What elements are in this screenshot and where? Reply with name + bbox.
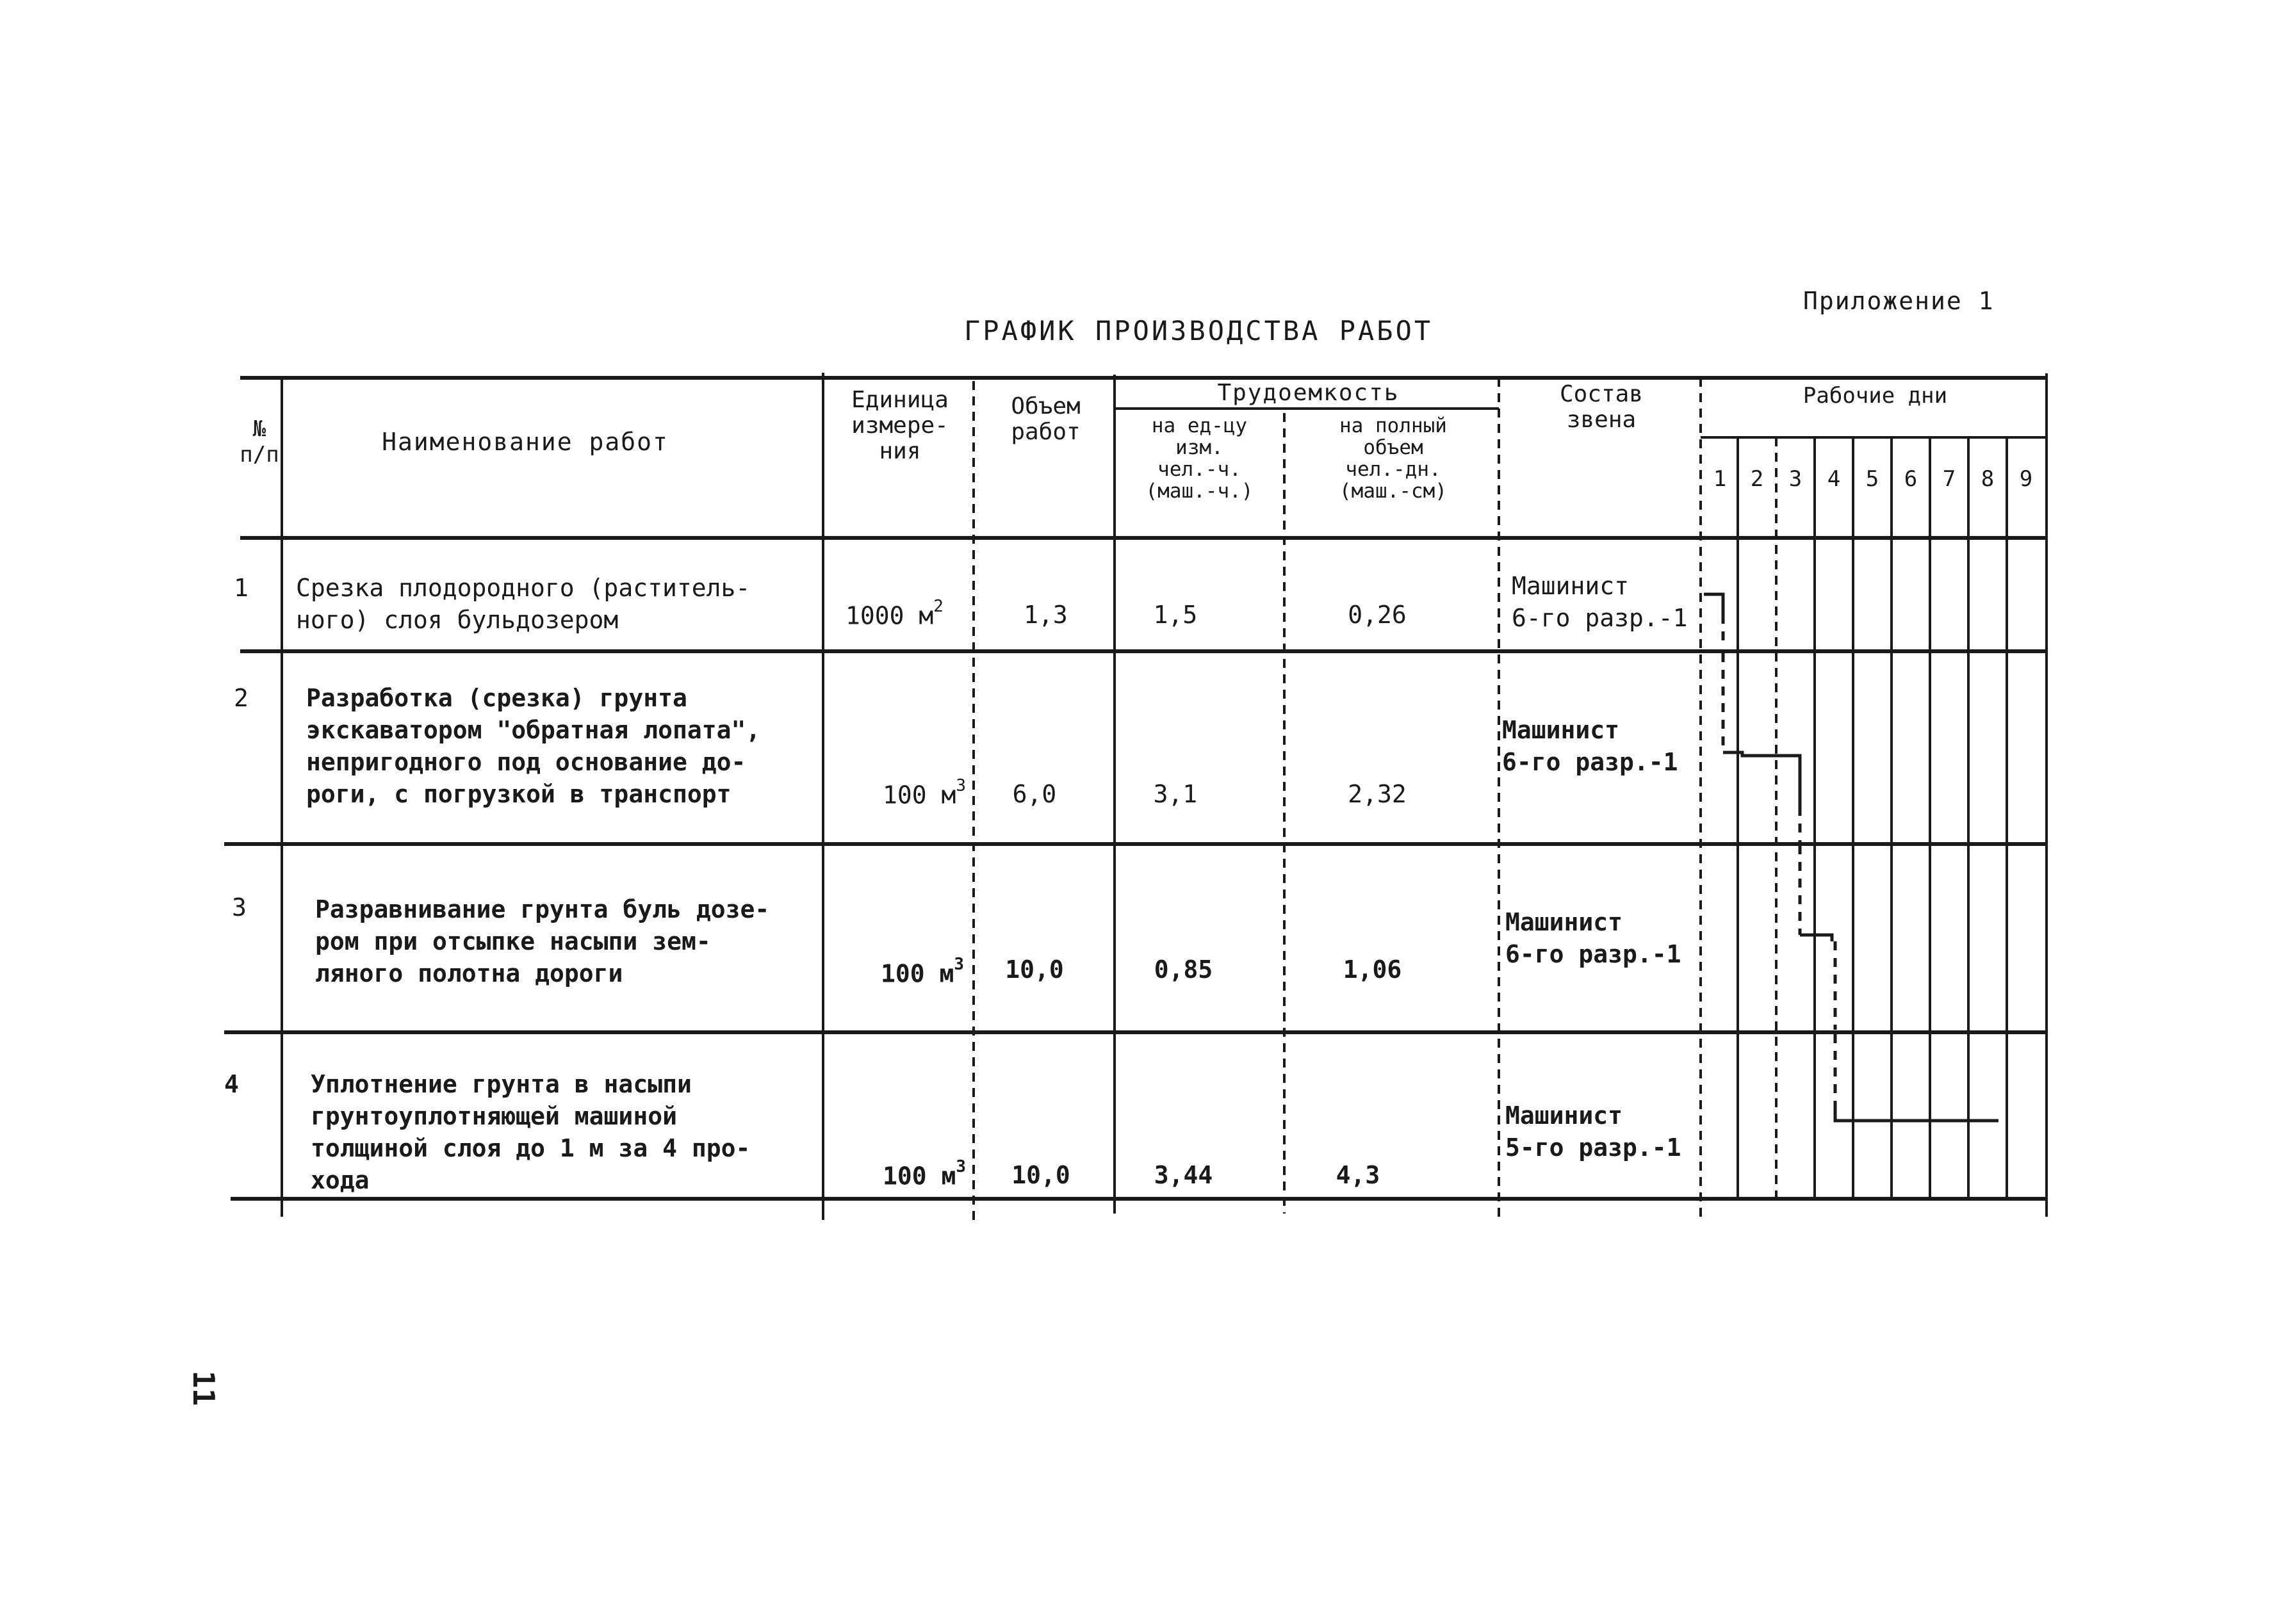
- row-volume: 1,3: [1024, 601, 1068, 629]
- row-volume: 6,0: [1012, 780, 1057, 808]
- day-9: 9: [2019, 466, 2033, 492]
- row-full-volume: 2,32: [1348, 780, 1407, 808]
- header-name: Наименование работ: [382, 428, 669, 456]
- header-workdays: Рабочие дни: [1802, 383, 1948, 409]
- header-full-volume: на полный объем чел.-дн. (маш.-см): [1339, 414, 1447, 503]
- gantt-bar-2: [1723, 653, 1800, 842]
- header-num: № п/п: [240, 416, 279, 467]
- row-per-unit: 3,44: [1154, 1161, 1213, 1189]
- row-name: Разработка (срезка) грунта экскаватором "обратная лопата", непригодного под основание до- роги, с погрузкой в транспорт: [306, 684, 761, 808]
- row-full-volume: 4,3: [1336, 1161, 1380, 1189]
- header-per-unit: на ед-цу изм. чел.-ч. (маш.-ч.): [1145, 414, 1254, 503]
- row-volume: 10,0: [1005, 955, 1064, 984]
- gantt-bar-4: [1835, 1034, 1998, 1121]
- row-per-unit: 3,1: [1153, 780, 1198, 808]
- day-1: 1: [1713, 466, 1727, 492]
- row-unit: 100 $м^3$: [883, 1157, 967, 1190]
- row-crew: Машинист 6-го разр.-1: [1505, 908, 1681, 968]
- header-unit: Единица измере- ния: [851, 387, 949, 464]
- appendix-label: Приложение 1: [1803, 287, 1995, 315]
- row-crew: Машинист 5-го разр.-1: [1505, 1101, 1681, 1162]
- header-crew: Состав звена: [1559, 381, 1644, 433]
- row-per-unit: 1,5: [1153, 601, 1198, 629]
- row-number: 3: [232, 893, 247, 922]
- row-number: 1: [234, 574, 249, 602]
- row-number: 2: [234, 684, 249, 712]
- header-volume: Объем работ: [1011, 393, 1081, 445]
- row-unit: 1000 $м^2$: [846, 597, 944, 630]
- row-number: 4: [224, 1070, 239, 1098]
- day-5: 5: [1865, 466, 1879, 492]
- page-number: 11: [186, 1370, 221, 1406]
- day-8: 8: [1981, 466, 1995, 492]
- row-crew: Машинист 6-го разр.-1: [1512, 572, 1688, 632]
- page-title: ГРАФИК ПРОИЗВОДСТВА РАБОТ: [964, 315, 1434, 346]
- header-labor: Трудоемкость: [1217, 380, 1400, 406]
- gantt-bar-1: [1704, 594, 1723, 640]
- gantt-bar-3: [1800, 845, 1835, 1030]
- row-per-unit: 0,85: [1154, 955, 1213, 984]
- row-unit: 100 $м^3$: [881, 955, 965, 988]
- day-7: 7: [1942, 466, 1956, 492]
- row-name: Уплотнение грунта в насыпи грунтоуплотняющей машиной толщиной слоя до 1 м за 4 про- хода: [311, 1070, 751, 1194]
- row-name: Разравнивание грунта буль дозе- ром при отсыпке насыпи зем- ляного полотна дороги: [315, 895, 770, 987]
- day-6: 6: [1904, 466, 1918, 492]
- day-2: 2: [1750, 466, 1764, 492]
- day-4: 4: [1827, 466, 1841, 492]
- row-full-volume: 0,26: [1348, 601, 1407, 629]
- row-crew: Машинист 6-го разр.-1: [1502, 716, 1678, 776]
- row-full-volume: 1,06: [1343, 955, 1402, 984]
- row-name: Срезка плодородного (раститель- ного) слоя бульдозером: [296, 574, 751, 634]
- row-unit: 100 $м^3$: [883, 776, 967, 809]
- row-volume: 10,0: [1011, 1161, 1070, 1189]
- day-3: 3: [1788, 466, 1802, 492]
